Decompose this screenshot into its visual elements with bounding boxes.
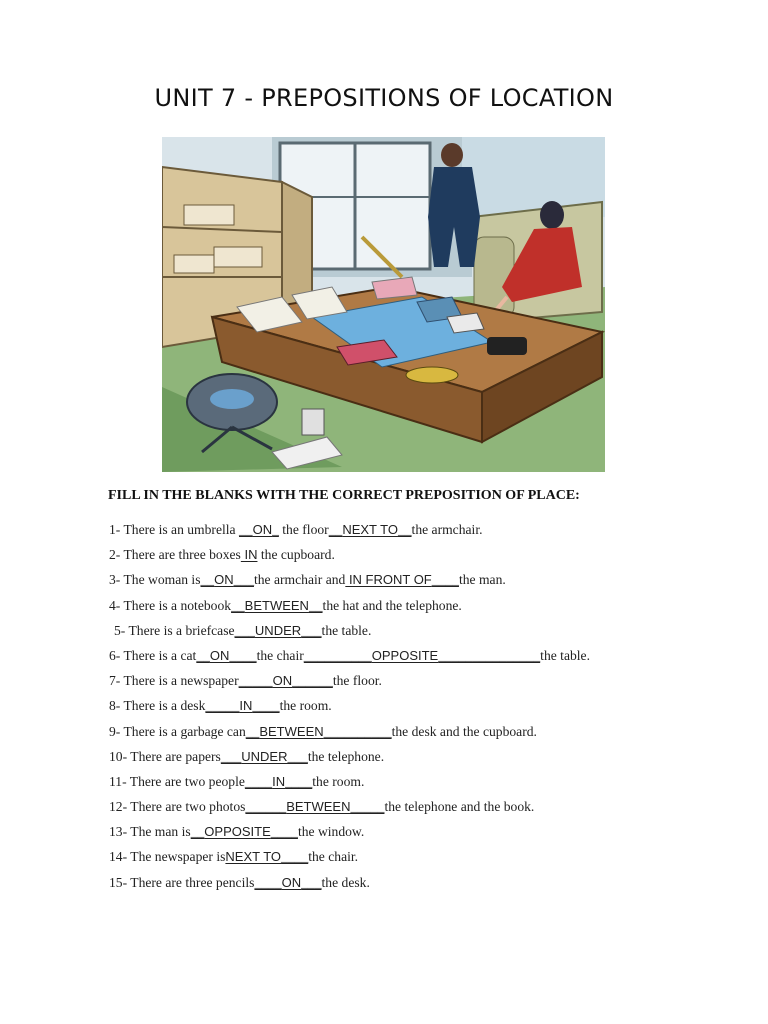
sentence-text: 12- There are two photos bbox=[109, 799, 246, 815]
exercise-item bbox=[109, 822, 749, 847]
blank-line: ____ bbox=[270, 824, 298, 840]
sentence-text: 7- There is a newspaper bbox=[109, 673, 239, 689]
exercise-item bbox=[109, 772, 749, 797]
blank-line: __ bbox=[238, 522, 253, 537]
sentence-text: the desk and the cupboard. bbox=[391, 723, 537, 739]
answer-text: IN bbox=[239, 698, 253, 714]
answer-text: BETWEEN bbox=[244, 597, 309, 613]
blank-line: _ bbox=[272, 522, 279, 537]
exercise-item bbox=[109, 873, 749, 898]
sentence-text: 2- There are three boxes bbox=[109, 547, 241, 563]
answer-text: ON bbox=[272, 673, 293, 689]
blank-line: __ bbox=[196, 647, 210, 663]
blank-line: _____ bbox=[205, 698, 240, 714]
blank-line: ___ bbox=[220, 748, 242, 764]
blank-line: __ bbox=[231, 597, 245, 613]
blank-line: __ bbox=[397, 522, 412, 537]
exercise-list bbox=[109, 520, 749, 898]
answer-text: ON bbox=[214, 572, 234, 588]
sentence-text: 14- The newspaper is bbox=[109, 849, 226, 865]
exercise-item bbox=[109, 520, 749, 545]
answer-text: OPPOSITE bbox=[371, 647, 439, 663]
sentence-text: 15- There are three pencils bbox=[109, 874, 255, 890]
answer-text: NEXT TO bbox=[342, 522, 398, 537]
blank-line: _____ bbox=[350, 799, 385, 815]
blank-line: __ bbox=[190, 824, 205, 840]
sentence-text: the room. bbox=[279, 698, 332, 714]
sentence-text: the floor. bbox=[332, 673, 382, 689]
blank-line: __ bbox=[308, 597, 323, 613]
blank-line: ______ bbox=[292, 673, 333, 689]
sentence-text: the telephone. bbox=[307, 748, 385, 764]
answer-text: BETWEEN bbox=[286, 799, 351, 815]
exercise-item bbox=[109, 621, 749, 646]
blank-line: ____ bbox=[254, 874, 282, 890]
sentence-text: 5- There is a briefcase bbox=[114, 622, 235, 638]
blank-line: ___ bbox=[301, 622, 322, 638]
sentence-text: 4- There is a notebook bbox=[109, 597, 232, 613]
blank-line: ____ bbox=[252, 698, 280, 714]
answer-text: ON bbox=[281, 874, 302, 890]
exercise-item bbox=[109, 570, 749, 595]
blank-line: ___ bbox=[301, 874, 322, 890]
answer-text: UNDER bbox=[241, 748, 288, 764]
blank-line: __ bbox=[200, 572, 215, 588]
blank-line: _______________ bbox=[438, 647, 541, 663]
sentence-text: 3- The woman is bbox=[109, 572, 201, 588]
sentence-text: 8- There is a desk bbox=[109, 698, 206, 714]
sentence-text: the armchair. bbox=[411, 522, 483, 537]
blank-line: _____ bbox=[238, 673, 273, 689]
answer-text: ON bbox=[252, 522, 273, 537]
blank-line: ___ bbox=[233, 572, 254, 588]
sentence-text: the room. bbox=[312, 773, 365, 789]
blank-line: ______ bbox=[245, 799, 287, 815]
blank-line: __________ bbox=[323, 723, 392, 739]
exercise-item bbox=[109, 671, 749, 696]
office-scene-illustration bbox=[162, 137, 605, 472]
exercise-item bbox=[109, 646, 749, 671]
sentence-text: 1- There is an umbrella bbox=[109, 522, 239, 537]
exercise-item bbox=[109, 696, 749, 721]
sentence-text: the chair. bbox=[308, 849, 359, 865]
answer-text: ON bbox=[209, 647, 230, 663]
answer-text: BETWEEN bbox=[259, 723, 324, 739]
sentence-text: 11- There are two people bbox=[109, 773, 245, 789]
sentence-text: 13- The man is bbox=[109, 824, 191, 840]
sentence-text: 10- There are papers bbox=[109, 748, 221, 764]
blank-line: __ bbox=[245, 723, 260, 739]
answer-text: IN bbox=[240, 547, 258, 563]
answer-text: IN bbox=[272, 773, 286, 789]
blank-line: ____ bbox=[229, 647, 257, 663]
blank-line: ___ bbox=[287, 748, 308, 764]
sentence-text: the desk. bbox=[321, 874, 370, 890]
sentence-text: the telephone and the book. bbox=[384, 799, 535, 815]
blank-line: ____ bbox=[244, 773, 273, 789]
blank-line: __________ bbox=[303, 647, 372, 663]
sentence-text: the cupboard. bbox=[257, 547, 335, 563]
instruction-heading: FILL IN THE BLANKS WITH THE CORRECT PREPOSITION OF PLACE: bbox=[108, 488, 580, 503]
exercise-item bbox=[109, 722, 749, 747]
sentence-text: 9- There is a garbage can bbox=[109, 723, 246, 739]
sentence-text: 6- There is a cat bbox=[109, 647, 197, 663]
sentence-text: the chair bbox=[256, 647, 304, 663]
blank-line: ____ bbox=[431, 572, 459, 588]
answer-text: IN FRONT OF bbox=[345, 572, 432, 588]
answer-text: OPPOSITE bbox=[204, 824, 271, 840]
blank-line: ____ bbox=[285, 773, 313, 789]
worksheet-title: UNIT 7 - PREPOSITIONS OF LOCATION bbox=[154, 84, 614, 112]
sentence-text: the hat and the telephone. bbox=[322, 597, 462, 613]
exercise-item bbox=[109, 596, 749, 621]
answer-text: NEXT TO bbox=[225, 849, 282, 865]
sentence-text: the window. bbox=[297, 824, 365, 840]
sentence-text: the man. bbox=[458, 572, 506, 588]
exercise-item bbox=[109, 747, 749, 772]
sentence-text: the table. bbox=[321, 622, 372, 638]
exercise-item bbox=[109, 847, 749, 872]
sentence-text: the armchair and bbox=[253, 572, 346, 588]
exercise-item bbox=[109, 545, 749, 570]
answer-text: UNDER bbox=[254, 622, 302, 638]
blank-line: __ bbox=[328, 522, 343, 537]
blank-line: ____ bbox=[281, 849, 309, 865]
blank-line: ___ bbox=[234, 622, 255, 638]
sentence-text: the table. bbox=[540, 647, 590, 663]
exercise-item bbox=[109, 797, 749, 822]
sentence-text: the floor bbox=[278, 522, 329, 537]
